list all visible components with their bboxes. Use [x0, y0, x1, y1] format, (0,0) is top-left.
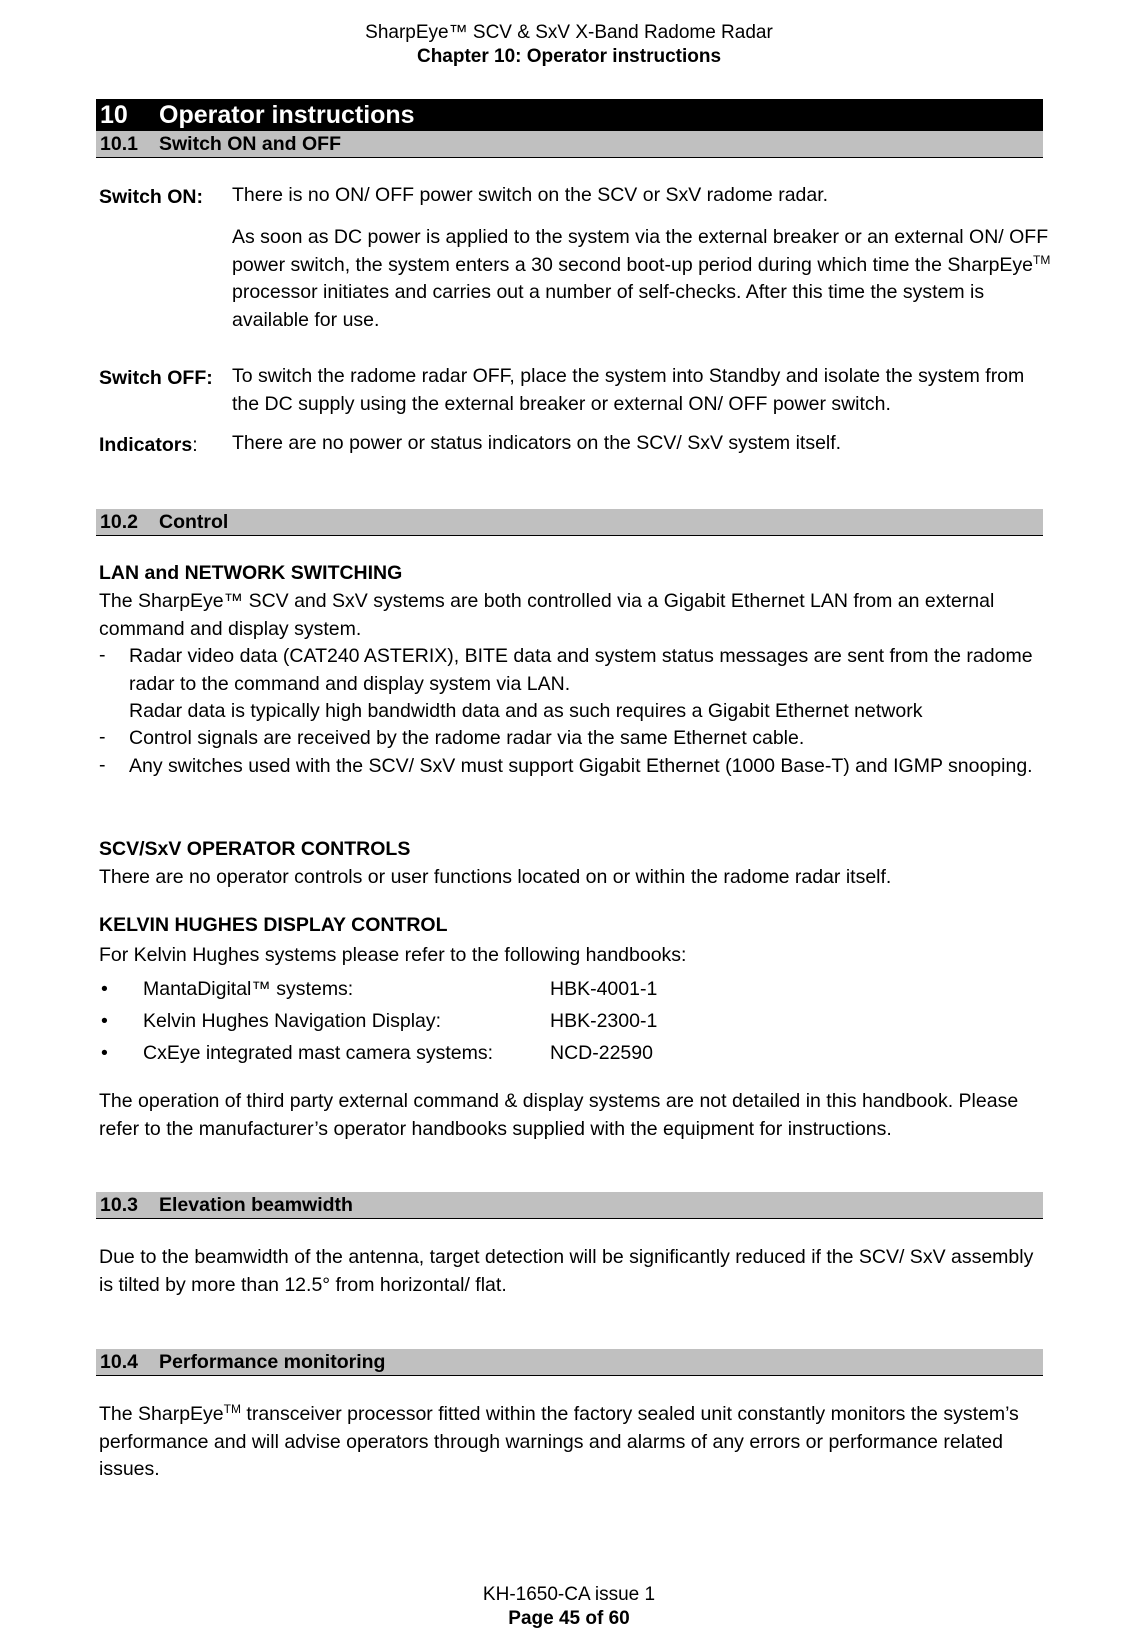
list-item-continuation: Radar data is typically high bandwidth data and as such requires a Gigabit Ethernet network — [129, 700, 923, 722]
handbook-ref: HBK-4001-1 — [550, 978, 658, 1000]
trademark-sup: TM — [1033, 252, 1051, 267]
chapter-number: 10 — [100, 101, 128, 129]
section-number: 10.4 — [100, 1351, 138, 1373]
indicators-label — [99, 434, 198, 457]
lan-heading: LAN and NETWORK SWITCHING — [99, 562, 403, 584]
bullet-marker: • — [101, 1042, 108, 1064]
switch-on-boot-text — [232, 224, 1052, 334]
list-item: Any switches used with the SCV/ SxV must support Gigabit Ethernet (1000 Base-T) and IGMP snooping. — [129, 755, 1033, 777]
operator-controls-heading: SCV/SxV OPERATOR CONTROLS — [99, 838, 411, 860]
running-header-chapter: Chapter 10: Operator instructions — [416, 46, 722, 67]
section-number: 10.1 — [100, 133, 138, 155]
performance-text-part2: transceiver processor fitted within the factory sealed unit constantly monitors the system’s performance and will advise operators through warnings and alarms of any errors or performance related issues. — [99, 1403, 1019, 1480]
handbook-name: Kelvin Hughes Navigation Display: — [143, 1010, 442, 1032]
handbook-ref: HBK-2300-1 — [550, 1010, 658, 1032]
footer-doc-ref: KH-1650-CA issue 1 — [482, 1584, 656, 1605]
elevation-text: Due to the beamwidth of the antenna, target detection will be significantly reduced if the SCV/ SxV assembly is tilted by more than 12.5° from horizontal/ flat. — [99, 1246, 1034, 1296]
section-heading-10-4 — [96, 1349, 1043, 1376]
section-heading-10-1 — [96, 131, 1043, 158]
section-heading-10-3 — [96, 1192, 1043, 1219]
kh-display-closing: The operation of third party external command & display systems are not detailed in this handbook. Please refer to the manufacturer’s operator handbooks supplied with the equipment for instructions. — [99, 1090, 1019, 1140]
performance-text-part1: The SharpEye — [99, 1403, 224, 1425]
handbook-name: MantaDigital™ systems: — [143, 978, 354, 1000]
kh-display-heading: KELVIN HUGHES DISPLAY CONTROL — [99, 914, 448, 936]
performance-text — [99, 1401, 1049, 1484]
boot-text-part1: As soon as DC power is applied to the system via the external breaker or an external ON/ OFF power switch, the system enters a 30 second boot-up period during which time the SharpEye — [232, 226, 1049, 276]
indicators-colon: : — [192, 434, 198, 456]
running-header-title: SharpEye™ SCV & SxV X-Band Radome Radar — [365, 22, 773, 43]
lan-intro: The SharpEye™ SCV and SxV systems are both controlled via a Gigabit Ethernet LAN from an external command and display system. — [99, 590, 995, 640]
section-title: Performance monitoring — [159, 1351, 386, 1373]
operator-controls-text: There are no operator controls or user functions located on or within the radome radar itself. — [99, 866, 892, 888]
trademark-sup: TM — [223, 1402, 241, 1416]
switch-off-text: To switch the radome radar OFF, place the system into Standby and isolate the system from the DC supply using the external breaker or external ON/ OFF power switch. — [232, 365, 1025, 415]
chapter-heading — [96, 99, 1043, 131]
section-title: Control — [159, 511, 229, 533]
section-heading-10-2 — [96, 509, 1043, 536]
handbook-ref: NCD-22590 — [550, 1042, 653, 1064]
list-item: Radar video data (CAT240 ASTERIX), BITE data and system status messages are sent from the radome radar to the command and display system via LAN. — [129, 645, 1033, 695]
section-number: 10.3 — [100, 1194, 138, 1216]
indicators-label-text: Indicators — [99, 434, 193, 456]
dash-marker: - — [99, 754, 106, 776]
bullet-marker: • — [101, 978, 108, 1000]
handbook-name: CxEye integrated mast camera systems: — [143, 1042, 494, 1064]
boot-text-part2: processor initiates and carries out a number of self-checks. After this time the system is available for use. — [232, 281, 985, 331]
chapter-title: Operator instructions — [159, 101, 415, 129]
bullet-marker: • — [101, 1010, 108, 1032]
section-number: 10.2 — [100, 511, 138, 533]
kh-display-intro: For Kelvin Hughes systems please refer to the following handbooks: — [99, 944, 687, 966]
section-title: Elevation beamwidth — [159, 1194, 353, 1216]
list-item: Control signals are received by the radome radar via the same Ethernet cable. — [129, 727, 805, 749]
dash-marker: - — [99, 644, 106, 666]
switch-on-text: There is no ON/ OFF power switch on the SCV or SxV radome radar. — [232, 184, 829, 206]
switch-off-label: Switch OFF: — [99, 367, 213, 389]
footer-page-number: Page 45 of 60 — [508, 1608, 630, 1629]
switch-on-label: Switch ON: — [99, 186, 204, 208]
section-title: Switch ON and OFF — [159, 133, 342, 155]
dash-marker: - — [99, 726, 106, 748]
indicators-text: There are no power or status indicators on the SCV/ SxV system itself. — [232, 432, 842, 454]
